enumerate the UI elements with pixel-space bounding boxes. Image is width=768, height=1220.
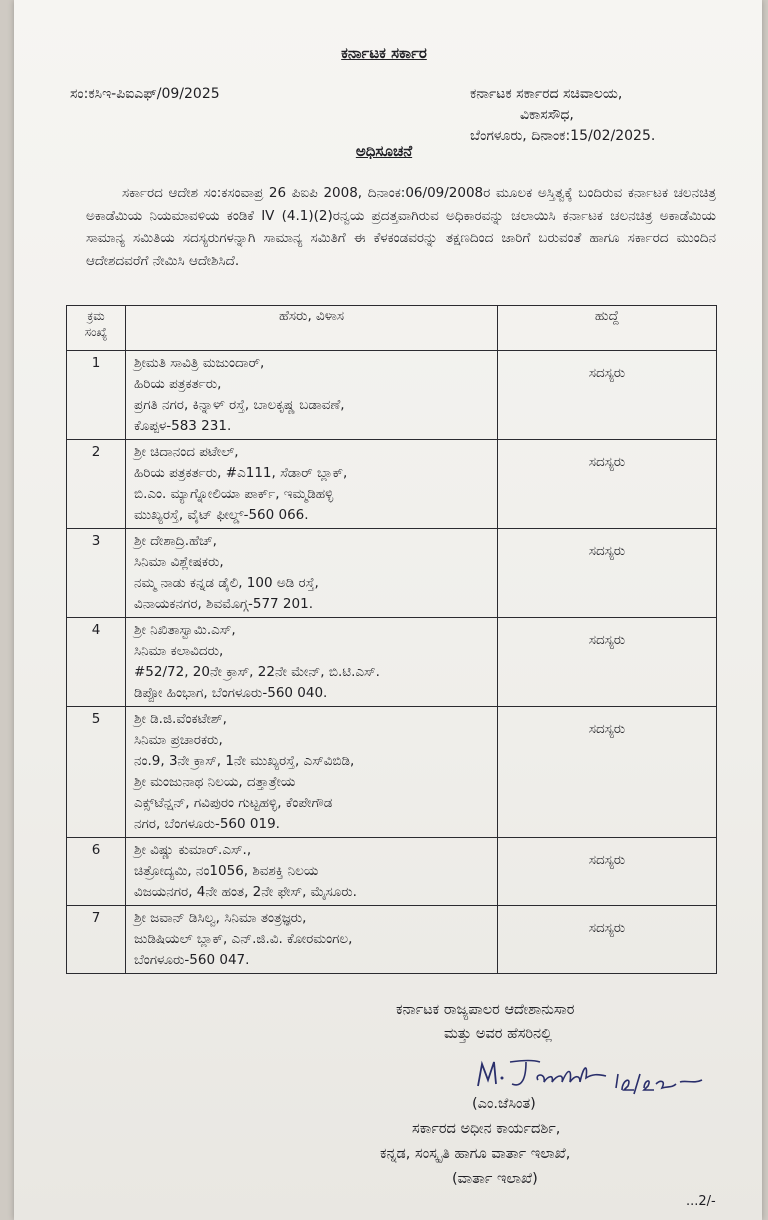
name-address-cell xyxy=(126,351,498,440)
address-line: ನಗರ, ಬೆಂಗಳೂರು-560 019. xyxy=(134,816,280,832)
serial-number-cell: 6 xyxy=(67,838,126,906)
address-line: ಶ್ರೀ ಡಿ.ಜಿ.ವೆಂಕಟೇಶ್, xyxy=(134,711,227,727)
address-line: ಚಿತ್ರೋದ್ಯಮಿ, ನಂ1056, ಶಿವಶಕ್ತಿ ನಿಲಯ xyxy=(134,863,319,879)
name-address-cell xyxy=(126,529,498,618)
members-table xyxy=(66,305,717,974)
authority-caption xyxy=(396,998,574,1046)
serial-number-cell: 5 xyxy=(67,707,126,838)
address-line: ಮುಖ್ಯರಸ್ತೆ, ವೈಟ್ ಫೀಲ್ಡ್-560 066. xyxy=(134,507,309,523)
address-line: ಶ್ರೀ ಮಂಜುನಾಥ ನಿಲಯ, ದತ್ತಾತ್ರೇಯ xyxy=(134,774,296,790)
header-serial: ಕ್ರಮ ಸಂಖ್ಯೆ xyxy=(67,306,126,351)
table-row xyxy=(67,440,717,529)
address-line: ಶ್ರೀಮತಿ ಸಾವಿತ್ರಿ ಮಜುಂದಾರ್, xyxy=(134,355,265,371)
page-continuation: ...2/- xyxy=(686,1194,716,1209)
table-row xyxy=(67,906,717,974)
address-line: ನಮ್ಮ ನಾಡು ಕನ್ನಡ ಡೈಲಿ, 100 ಅಡಿ ರಸ್ತೆ, xyxy=(134,575,319,591)
caption-line: ಕರ್ನಾಟಕ ರಾಜ್ಯಪಾಲರ ಆದೇಶಾನುಸಾರ xyxy=(396,1002,575,1018)
officer-sub-department: (ವಾರ್ತಾ ಇಲಾಖೆ) xyxy=(452,1171,538,1187)
notification-title: ಅಧಿಸೂಚನೆ xyxy=(355,142,413,160)
office-address xyxy=(470,84,655,147)
address-line: ಪ್ರಗತಿ ನಗರ, ಕಿನ್ನಾಳ್ ರಸ್ತೆ, ಬಾಲಕೃಷ್ಣ ಬಡಾವಣೆ, xyxy=(134,397,345,413)
order-number: ಸಂ:ಕಸಿಇ-ಪಿಐಎಫ್/09/2025 xyxy=(70,86,220,102)
serial-number-cell: 1 xyxy=(67,351,126,440)
government-heading: ಕರ್ನಾಟಕ ಸರ್ಕಾರ xyxy=(341,44,427,62)
address-line: ಶ್ರೀ ಜವಾನ್ ಡಿಸಿಲ್ವ, ಸಿನಿಮಾ ತಂತ್ರಜ್ಞರು, xyxy=(134,910,307,926)
office-line: ವಿಕಾಸಸೌಧ, xyxy=(520,107,574,123)
serial-number-cell: 4 xyxy=(67,618,126,707)
name-address-cell xyxy=(126,707,498,838)
serial-number-cell: 7 xyxy=(67,906,126,974)
serial-number-cell: 2 xyxy=(67,440,126,529)
table-row xyxy=(67,351,717,440)
name-address-cell xyxy=(126,906,498,974)
office-line: ಕರ್ನಾಟಕ ಸರ್ಕಾರದ ಸಚಿವಾಲಯ, xyxy=(470,86,623,102)
address-line: ವಿಜಯನಗರ, 4ನೇ ಹಂತ, 2ನೇ ಫೇಸ್, ಮೈಸೂರು. xyxy=(134,884,357,900)
table-row xyxy=(67,529,717,618)
designation-cell: ಸದಸ್ಯರು xyxy=(498,707,717,838)
address-line: ಶ್ರೀ ಚಿದಾನಂದ ಪಟೇಲ್, xyxy=(134,444,239,460)
address-line: ಬಿ.ಎಂ. ಮ್ಯಾಗ್ನೋಲಿಯಾ ಪಾರ್ಕ್, ಇಮ್ಮಡಿಹಳ್ಳಿ xyxy=(134,486,334,502)
officer-details xyxy=(380,1092,570,1192)
address-line: ನಂ.9, 3ನೇ ಕ್ರಾಸ್, 1ನೇ ಮುಖ್ಯರಸ್ತೆ, ಎಸ್‌ವಿಬಿಡಿ, xyxy=(134,753,355,769)
address-line: ಹಿರಿಯ ಪತ್ರಕರ್ತರು, #ಎ111, ಸೆಡಾರ್ ಬ್ಲಾಕ್, xyxy=(134,465,348,481)
office-date-line: ಬೆಂಗಳೂರು, ದಿನಾಂಕ:15/02/2025. xyxy=(470,128,656,144)
officer-designation: ಸರ್ಕಾರದ ಅಧೀನ ಕಾರ್ಯದರ್ಶಿ, xyxy=(412,1121,561,1137)
address-line: ಹಿರಿಯ ಪತ್ರಕರ್ತರು, xyxy=(134,376,222,392)
address-line: ಶ್ರೀ ದೇಶಾದ್ರಿ.ಹೆಚ್, xyxy=(134,533,217,549)
address-line: ಜುಡಿಷಿಯಲ್ ಬ್ಲಾಕ್, ಎನ್.ಜಿ.ವಿ. ಕೋರಮಂಗಲ, xyxy=(134,931,353,947)
address-line: ಸಿನಿಮಾ ಪ್ರಚಾರಕರು, xyxy=(134,732,223,748)
body-paragraph: ಸರ್ಕಾರದ ಆದೇಶ ಸಂ:ಕಸಂವಾಪ್ರ 26 ಪಿಐಪಿ 2008, ದಿನಾಂಕ:06/09/2008ರ ಮೂಲಕ ಅಸ್ತಿತ್ವಕ್ಕೆ ಬಂದಿರುವ ಕರ್ನಾಟಕ ಚಲನಚಿತ್ರ ಅಕಾಡೆಮಿಯ ನಿಯಮಾವಳಿಯ ಕಂಡಿಕೆ IV (4.1)(2)ರನ್ವಯ ಪ್ರದತ್ತವಾಗಿರುವ ಅಧಿಕಾರವನ್ನು ಚಲಾಯಿಸಿ ಕರ್ನಾಟಕ ಚಲನಚಿತ್ರ ಅಕಾಡೆಮಿಯ ಸಾಮಾನ್ಯ ಸಮಿತಿಯ ಸದಸ್ಯರುಗಳನ್ನಾಗಿ ಸಾಮಾನ್ಯ ಸಮಿತಿಗೆ ಈ ಕೆಳಕಂಡವರನ್ನು ತಕ್ಷಣದಿಂದ ಜಾರಿಗೆ ಬರುವಂತೆ ಹಾಗೂ ಸರ್ಕಾರದ ಮುಂದಿನ ಆದೇಶದವರೆಗೆ ನೇಮಿಸಿ ಆದೇಶಿಸಿದೆ. xyxy=(86,185,716,269)
table-row xyxy=(67,618,717,707)
address-line: ಶ್ರೀ ವಿಷ್ಣು ಕುಮಾರ್.ಎಸ್., xyxy=(134,842,252,858)
address-line: ಡಿಪ್ಪೋ ಹಿಂಭಾಗ, ಬೆಂಗಳೂರು-560 040. xyxy=(134,685,328,701)
officer-department: ಕನ್ನಡ, ಸಂಸ್ಕೃತಿ ಹಾಗೂ ವಾರ್ತಾ ಇಲಾಖೆ, xyxy=(380,1146,571,1162)
designation-cell: ಸದಸ್ಯರು xyxy=(498,440,717,529)
address-line: ಕೊಪ್ಪಳ-583 231. xyxy=(134,418,232,434)
address-line: ಶ್ರೀ ನಿಖಿತಾಸ್ವಾಮಿ.ಎಸ್, xyxy=(134,622,236,638)
address-line: ಎಕ್ಸ್‌ಟೆನ್ಷನ್, ಗವಿಪುರಂ ಗುಟ್ಟಹಳ್ಳಿ, ಕೆಂಪೇಗೌಡ xyxy=(134,795,333,811)
address-line: ಸಿನಿಮಾ ಕಲಾವಿದರು, xyxy=(134,643,224,659)
designation-cell: ಸದಸ್ಯರು xyxy=(498,618,717,707)
designation-cell: ಸದಸ್ಯರು xyxy=(498,838,717,906)
header-designation: ಹುದ್ದೆ xyxy=(498,306,717,351)
designation-cell: ಸದಸ್ಯರು xyxy=(498,906,717,974)
name-address-cell xyxy=(126,440,498,529)
address-line: ಸಿನಿಮಾ ವಿಶ್ಲೇಷಕರು, xyxy=(134,554,224,570)
table-row xyxy=(67,707,717,838)
table-row xyxy=(67,838,717,906)
designation-cell: ಸದಸ್ಯರು xyxy=(498,529,717,618)
caption-line: ಮತ್ತು ಅವರ ಹೆಸರಿನಲ್ಲಿ xyxy=(444,1026,553,1042)
table-header-row xyxy=(67,306,717,351)
name-address-cell xyxy=(126,618,498,707)
designation-cell: ಸದಸ್ಯರು xyxy=(498,351,717,440)
header-name-address: ಹೆಸರು, ವಿಳಾಸ xyxy=(126,306,498,351)
address-line: #52/72, 20ನೇ ಕ್ರಾಸ್, 22ನೇ ಮೇನ್, ಬಿ.ಟಿ.ಎಸ್. xyxy=(134,664,380,680)
name-address-cell xyxy=(126,838,498,906)
address-line: ವಿನಾಯಕನಗರ, ಶಿವಮೊಗ್ಗ-577 201. xyxy=(134,596,313,612)
serial-number-cell: 3 xyxy=(67,529,126,618)
address-line: ಬೆಂಗಳೂರು-560 047. xyxy=(134,952,250,968)
officer-name: (ಎಂ.ಜೆಸಿಂತ) xyxy=(472,1096,536,1112)
